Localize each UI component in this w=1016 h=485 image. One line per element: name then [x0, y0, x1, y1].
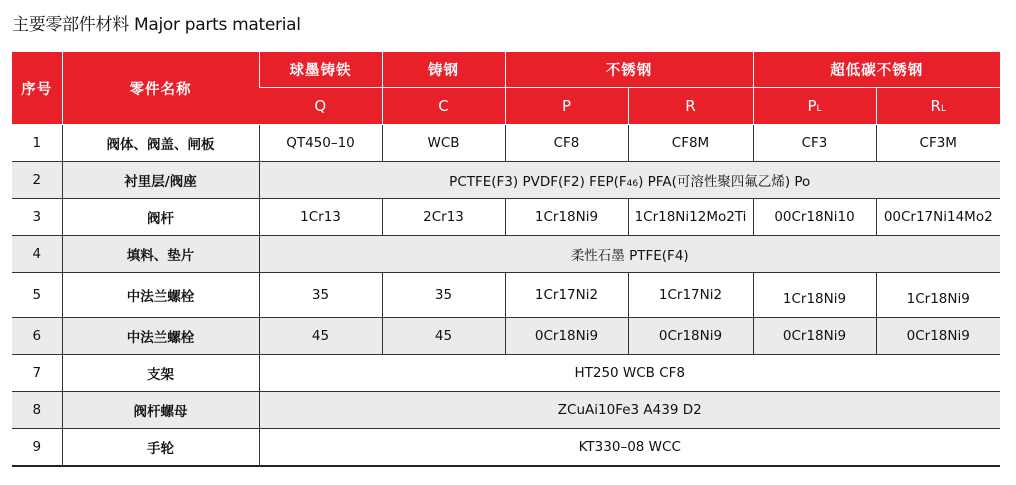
table-row	[12, 236, 1000, 273]
cell-merged: PCTFE(F3) PVDF(F2) FEP(F46) PFA(可溶性聚四氟乙烯) Po	[259, 162, 1000, 199]
cell-rl: CF3M	[876, 125, 1000, 162]
cell-p: CF8	[505, 125, 628, 162]
row-no: 9	[12, 429, 62, 467]
row-part-name: 中法兰螺栓	[62, 273, 259, 318]
cell-rl: 00Cr17Ni14Mo2	[876, 199, 1000, 236]
row-no: 7	[12, 355, 62, 392]
cell-r: CF8M	[628, 125, 753, 162]
cell-c: 35	[382, 273, 505, 318]
page-title: 主要零部件材料 Major parts material	[12, 15, 301, 35]
header-part-name: 零件名称	[62, 52, 259, 125]
cell-rl: 1Cr18Ni9	[876, 273, 1000, 318]
header-group-stainless: 不锈钢	[505, 52, 753, 88]
cell-merged: HT250 WCB CF8	[259, 355, 1000, 392]
header-code-rl: RL	[876, 88, 1000, 125]
header-group-ductile-iron: 球墨铸铁	[259, 52, 382, 88]
row-no: 6	[12, 318, 62, 355]
cell-merged: ZCuAi10Fe3 A439 D2	[259, 392, 1000, 429]
row-part-name: 手轮	[62, 429, 259, 467]
cell-c: WCB	[382, 125, 505, 162]
cell-p: 1Cr18Ni9	[505, 199, 628, 236]
header-code-pl: PL	[753, 88, 876, 125]
row-part-name: 阀杆	[62, 199, 259, 236]
row-part-name: 支架	[62, 355, 259, 392]
header-code-c: C	[382, 88, 505, 125]
cell-rl: 0Cr18Ni9	[876, 318, 1000, 355]
cell-q: 1Cr13	[259, 199, 382, 236]
cell-q: 35	[259, 273, 382, 318]
row-part-name: 填料、垫片	[62, 236, 259, 273]
table-row	[12, 429, 1000, 467]
table-row	[12, 125, 1000, 162]
row-part-name: 中法兰螺栓	[62, 318, 259, 355]
cell-merged: KT330–08 WCC	[259, 429, 1000, 467]
cell-q: QT450–10	[259, 125, 382, 162]
cell-pl: 00Cr18Ni10	[753, 199, 876, 236]
row-no: 5	[12, 273, 62, 318]
cell-p: 1Cr17Ni2	[505, 273, 628, 318]
header-code-r: R	[628, 88, 753, 125]
cell-pl: 0Cr18Ni9	[753, 318, 876, 355]
row-part-name: 衬里层/阀座	[62, 162, 259, 199]
header-row-groups	[12, 52, 1000, 88]
cell-p: 0Cr18Ni9	[505, 318, 628, 355]
header-code-p: P	[505, 88, 628, 125]
table-row	[12, 392, 1000, 429]
row-no: 1	[12, 125, 62, 162]
cell-r: 1Cr17Ni2	[628, 273, 753, 318]
table-row	[12, 199, 1000, 236]
materials-table	[12, 52, 1000, 467]
cell-merged: 柔性石墨 PTFE(F4)	[259, 236, 1000, 273]
header-group-cast-steel: 铸钢	[382, 52, 505, 88]
row-part-name: 阀杆螺母	[62, 392, 259, 429]
cell-r: 0Cr18Ni9	[628, 318, 753, 355]
cell-r: 1Cr18Ni12Mo2Ti	[628, 199, 753, 236]
cell-q: 45	[259, 318, 382, 355]
table-row	[12, 355, 1000, 392]
header-no: 序号	[12, 52, 62, 125]
row-no: 2	[12, 162, 62, 199]
row-no: 4	[12, 236, 62, 273]
header-group-low-carbon-stainless: 超低碳不锈钢	[753, 52, 1000, 88]
cell-c: 45	[382, 318, 505, 355]
row-no: 8	[12, 392, 62, 429]
table-row	[12, 162, 1000, 199]
table-row	[12, 318, 1000, 355]
cell-pl: 1Cr18Ni9	[753, 273, 876, 318]
cell-pl: CF3	[753, 125, 876, 162]
table-row	[12, 273, 1000, 318]
row-no: 3	[12, 199, 62, 236]
header-code-q: Q	[259, 88, 382, 125]
row-part-name: 阀体、阀盖、闸板	[62, 125, 259, 162]
cell-c: 2Cr13	[382, 199, 505, 236]
